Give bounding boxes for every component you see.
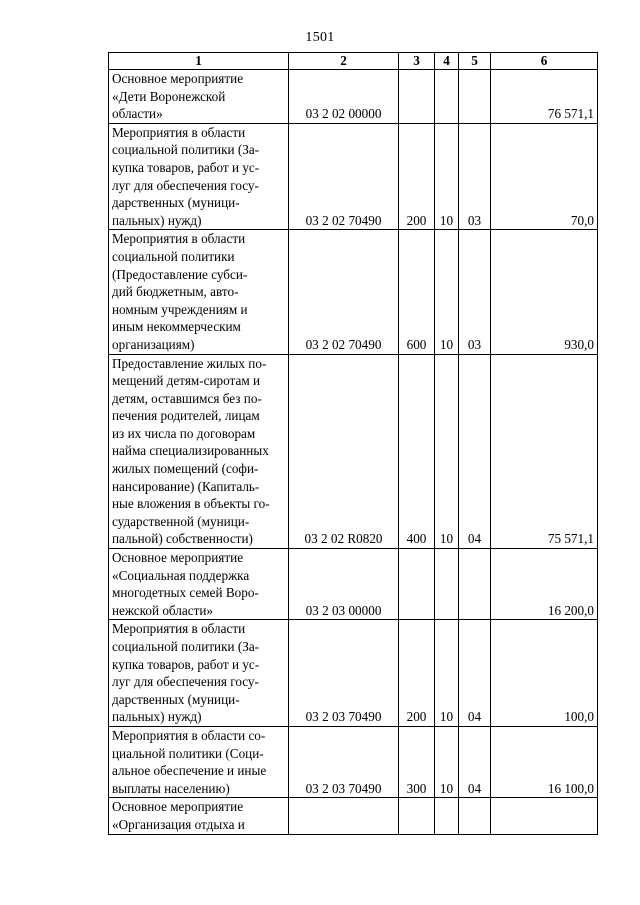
description-line: найма специализированных [112, 443, 269, 459]
description-line: социальной политики [112, 248, 235, 264]
subsection-cell: 03 [459, 230, 491, 354]
column-header-4: 4 [435, 53, 459, 70]
description-line: ные вложения в объекты го- [112, 496, 270, 512]
target-code-cell: 03 2 02 70490 [289, 123, 399, 230]
description-line: (Предоставление субси- [112, 266, 248, 282]
table-row [109, 620, 598, 727]
description-line: нансирование) (Капиталь- [112, 478, 260, 494]
description-line: дарственных (муници- [112, 195, 240, 211]
amount-cell: 70,0 [491, 123, 598, 230]
description-line: печения родителей, лицам [112, 408, 260, 424]
description-line: «Организация отдыха и [112, 816, 245, 832]
description-line: альное обеспечение и иные [112, 763, 267, 779]
description-cell [109, 123, 289, 230]
table-body [109, 70, 598, 835]
description-line: Основное мероприятие [112, 71, 244, 86]
amount-cell: 16 100,0 [491, 726, 598, 797]
target-code-cell: 03 2 03 70490 [289, 620, 399, 727]
description-line: номным учреждениям и [112, 301, 248, 317]
target-code-cell [289, 798, 399, 834]
description-line: дарственных (муници- [112, 691, 240, 707]
amount-cell: 100,0 [491, 620, 598, 727]
section-cell [435, 549, 459, 620]
description-line: организациям) [112, 336, 195, 352]
description-line: Мероприятия в области со- [112, 727, 266, 743]
description-cell [109, 798, 289, 834]
description-line: сударственной (муници- [112, 513, 250, 529]
description-line: купка товаров, работ и ус- [112, 159, 260, 175]
description-line: Основное мероприятие [112, 550, 244, 566]
description-line: луг для обеспечения госу- [112, 177, 259, 193]
description-line: циальной политики (Соци- [112, 745, 264, 761]
description-line: нежской области» [112, 602, 213, 618]
table-row [109, 798, 598, 834]
amount-cell [491, 798, 598, 834]
amount-cell: 16 200,0 [491, 549, 598, 620]
description-cell [109, 726, 289, 797]
expense-type-cell [399, 549, 435, 620]
header-row [109, 53, 598, 70]
subsection-cell: 03 [459, 123, 491, 230]
description-line: выплаты населению) [112, 780, 230, 796]
description-line: социальной политики (За- [112, 142, 260, 158]
column-header-2: 2 [289, 53, 399, 70]
description-line: «Дети Воронежской [112, 88, 226, 104]
description-line: Основное мероприятие [112, 799, 244, 815]
description-line: Мероприятия в области [112, 231, 246, 247]
budget-table [108, 52, 598, 835]
expense-type-cell: 400 [399, 354, 435, 549]
expense-type-cell: 600 [399, 230, 435, 354]
subsection-cell: 04 [459, 726, 491, 797]
subsection-cell [459, 70, 491, 124]
section-cell: 10 [435, 123, 459, 230]
target-code-cell: 03 2 03 70490 [289, 726, 399, 797]
expense-type-cell: 200 [399, 620, 435, 727]
description-line: дий бюджетным, авто- [112, 284, 239, 300]
subsection-cell: 04 [459, 354, 491, 549]
description-cell [109, 230, 289, 354]
table-row [109, 123, 598, 230]
table-row [109, 230, 598, 354]
description-line: Предоставление жилых по- [112, 355, 267, 371]
description-line: купка товаров, работ и ус- [112, 656, 260, 672]
section-cell [435, 798, 459, 834]
target-code-cell: 03 2 03 00000 [289, 549, 399, 620]
description-cell [109, 354, 289, 549]
description-line: Мероприятия в области [112, 124, 246, 140]
description-line: «Социальная поддержка [112, 567, 250, 583]
expense-type-cell: 300 [399, 726, 435, 797]
description-line: жилых помещений (софи- [112, 461, 259, 477]
column-header-5: 5 [459, 53, 491, 70]
column-header-6: 6 [491, 53, 598, 70]
table-row [109, 549, 598, 620]
description-line: области» [112, 106, 163, 122]
table-row [109, 726, 598, 797]
description-line: иным некоммерческим [112, 319, 241, 335]
target-code-cell: 03 2 02 00000 [289, 70, 399, 124]
description-cell [109, 620, 289, 727]
amount-cell: 76 571,1 [491, 70, 598, 124]
description-line: социальной политики (За- [112, 639, 260, 654]
amount-cell: 75 571,1 [491, 354, 598, 549]
column-header-3: 3 [399, 53, 435, 70]
description-cell [109, 70, 289, 124]
description-line: из их числа по договорам [112, 425, 256, 441]
description-line: пальной) собственности) [112, 531, 253, 547]
subsection-cell [459, 549, 491, 620]
description-line: пальных) нужд) [112, 709, 202, 725]
section-cell: 10 [435, 230, 459, 354]
amount-cell: 930,0 [491, 230, 598, 354]
description-line: луг для обеспечения госу- [112, 674, 259, 690]
section-cell: 10 [435, 620, 459, 727]
section-cell: 10 [435, 726, 459, 797]
subsection-cell: 04 [459, 620, 491, 727]
subsection-cell [459, 798, 491, 834]
table-row [109, 70, 598, 124]
description-line: Мероприятия в области [112, 621, 246, 637]
description-cell [109, 549, 289, 620]
description-line: многодетных семей Воро- [112, 585, 259, 601]
target-code-cell: 03 2 02 70490 [289, 230, 399, 354]
expense-type-cell [399, 798, 435, 834]
section-cell [435, 70, 459, 124]
description-line: детям, оставшимся без по- [112, 390, 262, 406]
table-row [109, 354, 598, 549]
expense-type-cell: 200 [399, 123, 435, 230]
column-header-1: 1 [109, 53, 289, 70]
description-line: пальных) нужд) [112, 212, 202, 228]
page-number: 1501 [305, 30, 335, 45]
section-cell: 10 [435, 354, 459, 549]
expense-type-cell [399, 70, 435, 124]
target-code-cell: 03 2 02 R0820 [289, 354, 399, 549]
description-line: мещений детям-сиротам и [112, 373, 261, 389]
